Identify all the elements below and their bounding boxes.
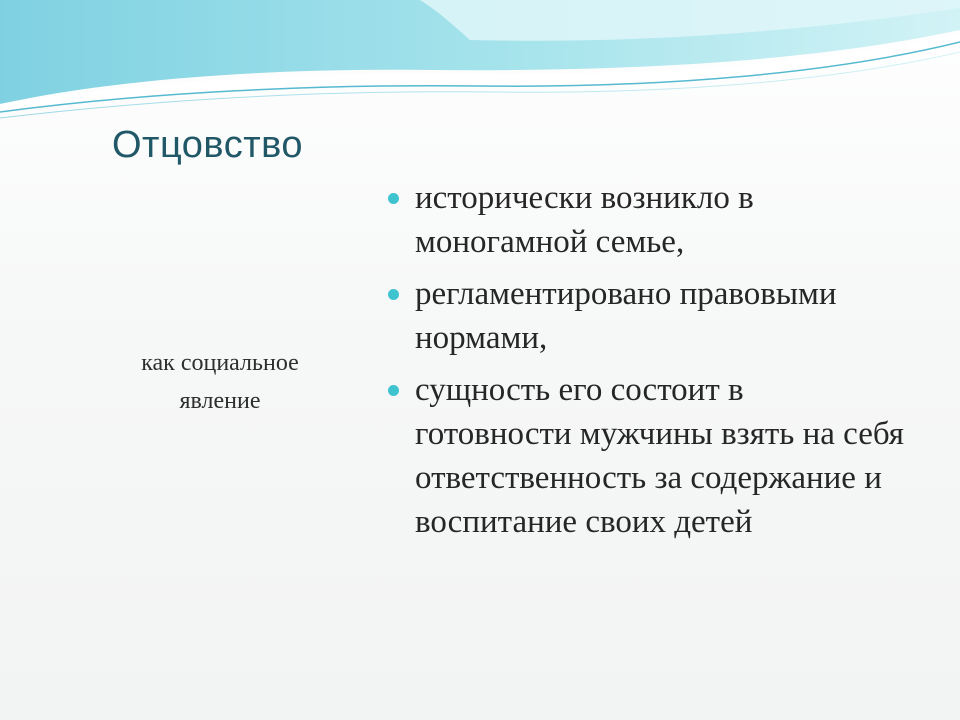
bullet-dot-icon [388,193,399,204]
bullet-item [384,176,904,264]
bullet-item [384,272,904,360]
bullet-dot-icon [388,289,399,300]
slide-title: Отцовство [112,124,303,166]
bullet-item [384,368,904,544]
bullet-dot-icon [388,385,399,396]
subtitle: как социальное явление [141,350,299,414]
wave-header-decoration [0,0,960,140]
bullet-text: сущность его состоит в готовности мужчины взять на себя ответственность за содержание и воспитание своих детей [415,372,904,540]
bullet-text: исторически возникло в моногамной семье, [415,180,754,260]
bullet-text: регламентировано правовыми нормами, [415,276,837,356]
bullet-list [384,176,904,552]
